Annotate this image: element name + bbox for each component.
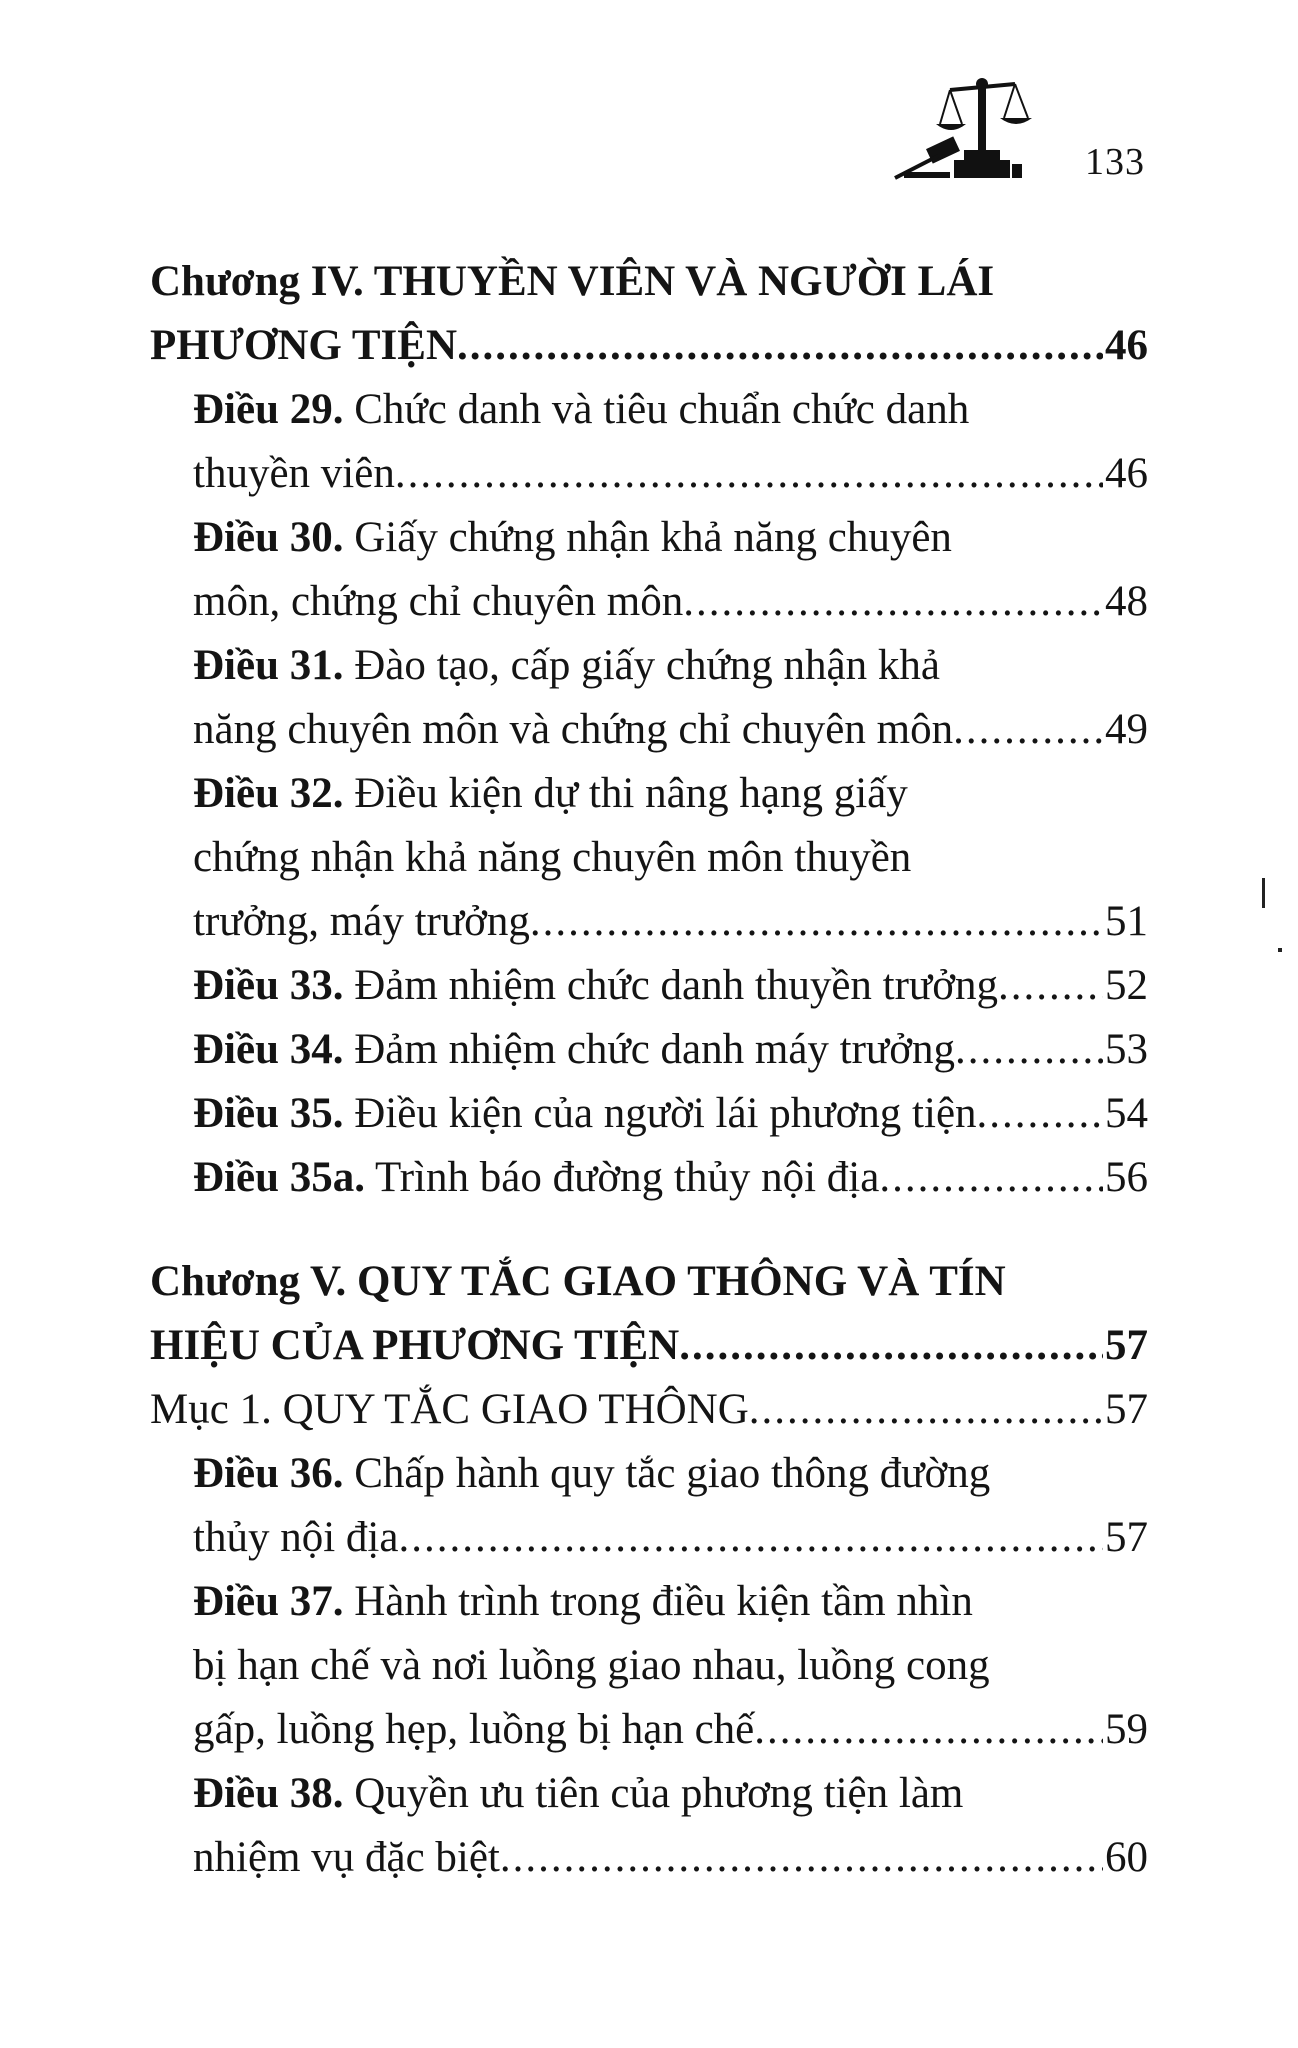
dot-leader (500, 1828, 1103, 1888)
list-item: Điều 37. Hành trình trong điều kiện tầm nhìn (193, 1578, 973, 1625)
chapter-title: Chương IV. THUYỀN VIÊN VÀ NGƯỜI LÁI (150, 258, 995, 305)
page-ref: 48 (1105, 578, 1148, 625)
chapter-title: Chương V. QUY TẮC GIAO THÔNG VÀ TÍN (150, 1258, 1006, 1305)
dot-leader (679, 1316, 1103, 1376)
page-ref: 56 (1105, 1154, 1148, 1201)
list-item: Điều 38. Quyền ưu tiên của phương tiện làm (193, 1770, 964, 1817)
list-item: Điều 34. Đảm nhiệm chức danh máy trưởng ..... 53 (193, 1020, 1148, 1080)
dot-leader (530, 892, 1103, 952)
page-ref: 51 (1105, 898, 1148, 945)
page-header (880, 72, 1180, 192)
page-ref: 57 (1105, 1322, 1148, 1369)
list-item-line: trưởng, máy trưởng ..... 51 (193, 892, 1148, 952)
page-ref: 54 (1105, 1090, 1148, 1137)
scales-gavel-icon (890, 72, 1040, 187)
dot-leader (977, 1084, 1103, 1144)
list-item-line: nhiệm vụ đặc biệt ..... 60 (193, 1828, 1148, 1888)
list-item-line: gấp, luồng hẹp, luồng bị hạn chế ..... 59 (193, 1700, 1148, 1760)
list-item: Điều 29. Chức danh và tiêu chuẩn chức danh (193, 386, 970, 433)
section-title: Mục 1. QUY TẮC GIAO THÔNG ..... 57 (150, 1380, 1148, 1440)
list-item: Điều 36. Chấp hành quy tắc giao thông đường (193, 1450, 991, 1497)
list-item-line: bị hạn chế và nơi luồng giao nhau, luồng cong (193, 1642, 990, 1689)
chapter-title-line: HIỆU CỦA PHƯƠNG TIỆN ..... 57 (150, 1316, 1148, 1376)
page-ref: 46 (1105, 450, 1148, 497)
page-ref: 60 (1105, 1834, 1148, 1881)
list-item-line: môn, chứng chỉ chuyên môn ..... 48 (193, 572, 1148, 632)
page-ref: 59 (1105, 1706, 1148, 1753)
list-item: Điều 32. Điều kiện dự thi nâng hạng giấy (193, 770, 908, 817)
dot-leader (754, 1700, 1103, 1760)
list-item-line: năng chuyên môn và chứng chỉ chuyên môn ..... 49 (193, 700, 1148, 760)
chapter-title-line: PHƯƠNG TIỆN ..... 46 (150, 316, 1148, 376)
dot-leader (398, 1508, 1103, 1568)
page-ref: 57 (1105, 1386, 1148, 1433)
list-item: Điều 31. Đào tạo, cấp giấy chứng nhận khả (193, 642, 940, 689)
list-item: Điều 35. Điều kiện của người lái phương tiện ..... 54 (193, 1084, 1148, 1144)
page-number: 133 (1085, 141, 1145, 183)
list-item-line: chứng nhận khả năng chuyên môn thuyền (193, 834, 912, 881)
dot-leader (879, 1148, 1103, 1208)
page-ref: 52 (1105, 962, 1148, 1009)
scan-mark (1278, 948, 1282, 952)
dot-leader (955, 1020, 1103, 1080)
scan-mark (1262, 878, 1265, 908)
page-ref: 57 (1105, 1514, 1148, 1561)
list-item: Điều 35a. Trình báo đường thủy nội địa ..... 56 (193, 1148, 1148, 1208)
list-item: Điều 33. Đảm nhiệm chức danh thuyền trưởng ..... 52 (193, 956, 1148, 1016)
list-item: Điều 30. Giấy chứng nhận khả năng chuyên (193, 514, 952, 561)
dot-leader (683, 572, 1103, 632)
list-item-line: thủy nội địa ..... 57 (193, 1508, 1148, 1568)
dot-leader (457, 316, 1103, 376)
list-item-line: thuyền viên ..... 46 (193, 444, 1148, 504)
dot-leader (749, 1380, 1103, 1440)
page-ref: 46 (1105, 322, 1148, 369)
page-ref: 49 (1105, 706, 1148, 753)
dot-leader (395, 444, 1103, 504)
dot-leader (953, 700, 1103, 760)
dot-leader (998, 956, 1103, 1016)
page-ref: 53 (1105, 1026, 1148, 1073)
